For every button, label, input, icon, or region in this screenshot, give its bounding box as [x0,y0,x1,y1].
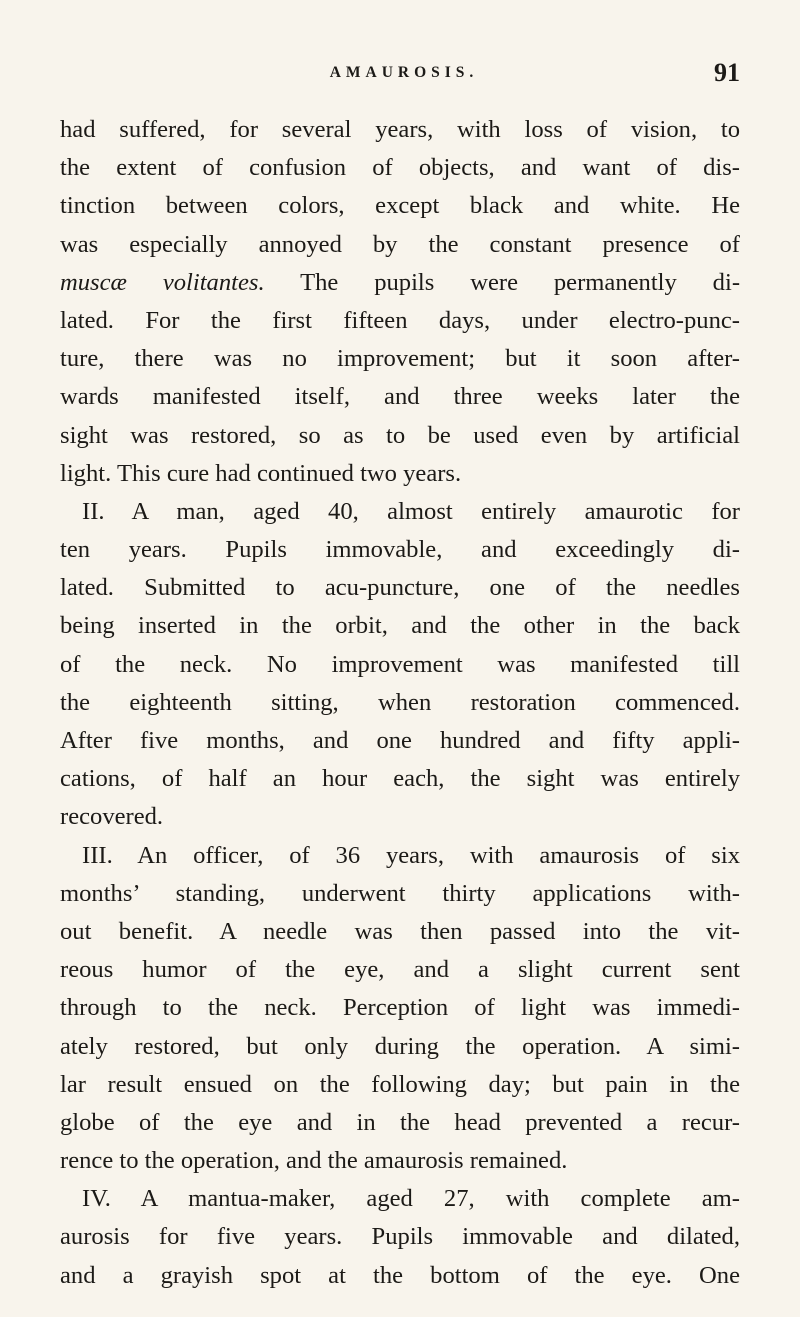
line-text: through to the neck. Perception of light was immedi- [60,994,740,1022]
text-line [60,226,740,264]
line-text: lar result ensued on the following day; but pain in the [60,1070,740,1098]
line-text: IV. A mantua-maker, aged 27, with complete am- [82,1185,740,1213]
line-text: the eighteenth sitting, when restoration commenced. [60,688,740,716]
text-line [60,913,740,951]
text-line [60,837,740,875]
text-line [60,417,740,455]
line-text: out benefit. A needle was then passed into the vit- [60,917,740,945]
italic-term: muscæ volitantes. [60,268,265,296]
line-text: wards manifested itself, and three weeks later the [60,383,740,411]
line-text: months’ standing, underwent thirty applications with- [60,879,740,907]
text-line [60,455,740,493]
text-line [60,646,740,684]
text-line [60,187,740,225]
text-line [60,1066,740,1104]
line-text: had suffered, for several years, with loss of vision, to [60,116,740,143]
text-line [60,264,740,302]
text-line [60,493,740,531]
line-text: ately restored, but only during the operation. A simi- [60,1032,740,1060]
line-text: being inserted in the orbit, and the other in the back [60,612,740,640]
text-line [60,684,740,722]
line-text: After five months, and one hundred and fifty appli- [60,727,740,754]
line-text: ten years. Pupils immovable, and exceedingly di- [60,536,740,564]
text-line [60,989,740,1027]
text-line [60,1028,740,1066]
text-line [60,149,740,187]
text-line [60,378,740,416]
text-line [60,951,740,989]
text-line [60,1104,740,1142]
text-line [60,875,740,913]
text-line [60,340,740,378]
line-text: tinction between colors, except black and white. He [60,192,740,220]
line-text: and a grayish spot at the bottom of the eye. One [60,1261,740,1289]
text-line [60,607,740,645]
page-number: 91 [714,58,740,87]
text-line [60,569,740,607]
text-line [60,302,740,340]
text-line [60,111,740,149]
line-text: rence to the operation, and the amaurosis remained. [60,1147,568,1175]
line-text: aurosis for five years. Pupils immovable and dilated, [60,1223,740,1251]
line-text: the extent of confusion of objects, and want of dis- [60,154,740,182]
text-line [60,760,740,798]
text-line [60,798,740,836]
line-text: of the neck. No improvement was manifested till [60,650,740,678]
line-text: II. A man, aged 40, almost entirely amaurotic for [82,497,740,525]
text-line [60,1142,740,1180]
text-line [60,1180,740,1218]
line-text: lated. For the first fifteen days, under electro-punc- [60,306,740,334]
text-line [60,531,740,569]
line-text: light. This cure had continued two years. [60,459,462,487]
line-text: recovered. [60,803,164,831]
line-text: globe of the eye and in the head prevented a recur- [60,1108,740,1136]
line-text: ture, there was no improvement; but it soon after- [60,345,740,373]
text-line [60,1257,740,1295]
line-text: lated. Submitted to acu-puncture, one of the needles [60,574,740,602]
running-title: AMAUROSIS. [329,64,479,81]
line-text: cations, of half an hour each, the sight was entirely [60,765,740,793]
line-text: was especially annoyed by the constant presence of [60,230,740,258]
running-head [0,60,800,90]
line-text: sight was restored, so as to be used even by artificial [60,421,740,449]
text-line [60,722,740,760]
line-text: reous humor of the eye, and a slight current sent [60,956,740,984]
line-text: The pupils were permanently di- [264,268,741,296]
line-text: III. An officer, of 36 years, with amaurosis of six [82,841,740,869]
text-line [60,1218,740,1256]
body-text [60,111,740,1295]
